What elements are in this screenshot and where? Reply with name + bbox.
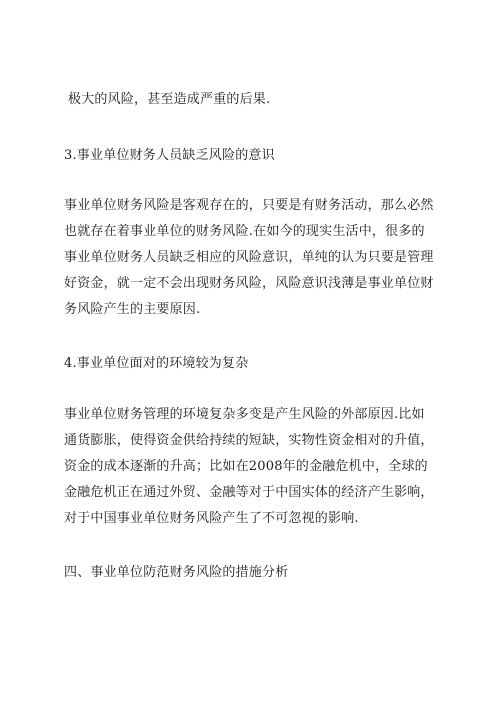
section-heading: 四、事业单位防范财务风险的措施分析 [64,565,289,580]
paragraph-line: 金融危机正在通过外贸、金融等对于中国实体的经济产生影响， [64,485,434,500]
paragraph-line: 事业单位财务人员缺乏相应的风险意识，单纯的认为只要是管理 [64,250,434,265]
paragraph-line: 极大的风险，甚至造成严重的后果. [68,92,271,107]
paragraph-line: 也就存在着事业单位的财务风险.在如今的现实生活中，很多的 [64,224,425,239]
paragraph-line: 通货膨胀，使得资金供给持续的短缺，实物性资金相对的升值， [64,433,434,448]
paragraph-line: 事业单位财务管理的环境复杂多变是产生风险的外部原因.比如 [64,407,425,422]
section-heading: 3.事业单位财务人员缺乏风险的意识 [64,148,275,163]
paragraph-line: 务风险产生的主要原因. [64,302,201,317]
paragraph-line: 好资金，就一定不会出现财务风险，风险意识浅薄是事业单位财 [64,276,434,291]
paragraph-line: 对于中国事业单位财务风险产生了不可忽视的影响. [64,511,359,526]
section-heading: 4.事业单位面对的环境较为复杂 [64,356,249,371]
paragraph-line: 资金的成本逐渐的升高；比如在2008年的金融危机中，全球的 [64,459,428,474]
paragraph-line: 事业单位财务风险是客观存在的，只要是有财务活动，那么必然 [64,198,434,213]
